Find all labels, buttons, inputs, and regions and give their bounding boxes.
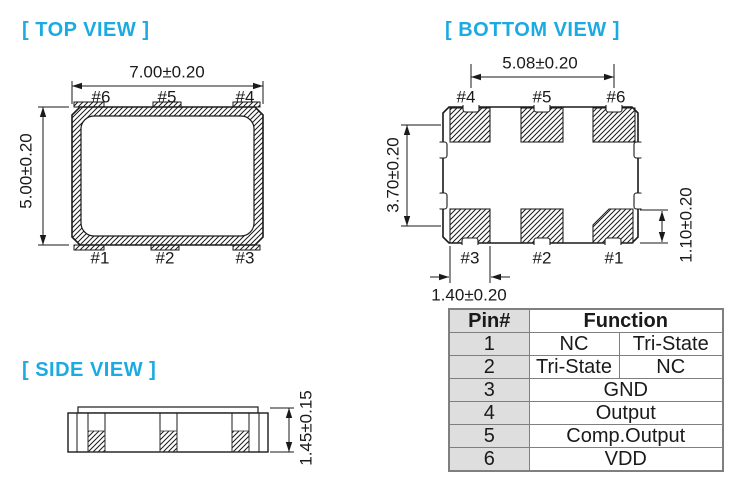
table-row [449,379,723,402]
bottom-view-pad-span-dimension: 5.08±0.20 [502,53,578,73]
bottom-view-pad-width-dimension: 1.40±0.20 [431,285,507,305]
bottom-view-pin2-label: #2 [532,248,552,268]
top-view-pin5-label: #5 [157,87,177,107]
pin-number-cell: 2 [449,356,529,379]
top-view-pin1-label: #1 [90,248,110,268]
pin-number-cell: 4 [449,402,529,425]
side-view-height-dimension: 1.45±0.15 [296,390,316,466]
side-view-title: [ SIDE VIEW ] [22,359,157,381]
pin-function-table [448,308,724,472]
table-row [449,333,723,356]
top-view-drawing [38,81,263,250]
table-row [449,425,723,448]
pin-number-cell: 6 [449,448,529,472]
function-cell: NC [619,356,723,379]
function-cell: Tri-State [529,356,619,379]
function-cell: Output [529,402,723,425]
top-view-pin3-label: #3 [235,248,255,268]
bottom-view-pin4-label: #4 [456,87,476,107]
bottom-view-pin3-label: #3 [460,248,480,268]
top-view-pin4-label: #4 [235,87,255,107]
table-row [449,402,723,425]
function-cell: Tri-State [619,333,723,356]
function-cell: Comp.Output [529,425,723,448]
top-view-pin2-label: #2 [155,248,175,268]
top-view-pin6-label: #6 [91,87,111,107]
pin-number-header: Pin# [449,309,529,333]
table-row [449,356,723,379]
pin-table-header-row [449,309,723,333]
function-cell: NC [529,333,619,356]
top-view-title: [ TOP VIEW ] [22,19,150,41]
pin-number-cell: 5 [449,425,529,448]
bottom-view-pin5-label: #5 [532,87,552,107]
top-view-height-dimension: 5.00±0.20 [16,133,36,209]
function-cell: VDD [529,448,723,472]
table-row [449,448,723,472]
pin-number-cell: 3 [449,379,529,402]
bottom-view-pin1-label: #1 [604,248,624,268]
function-cell: GND [529,379,723,402]
bottom-view-pad-row-dimension: 3.70±0.20 [383,137,403,213]
top-view-width-dimension: 7.00±0.20 [129,62,205,82]
bottom-view-title: [ BOTTOM VIEW ] [445,19,620,41]
bottom-view-pad-height-dimension: 1.10±0.20 [676,187,696,263]
function-header: Function [529,309,723,333]
bottom-view-pin6-label: #6 [606,87,626,107]
pin-number-cell: 1 [449,333,529,356]
side-view-drawing [68,407,294,452]
